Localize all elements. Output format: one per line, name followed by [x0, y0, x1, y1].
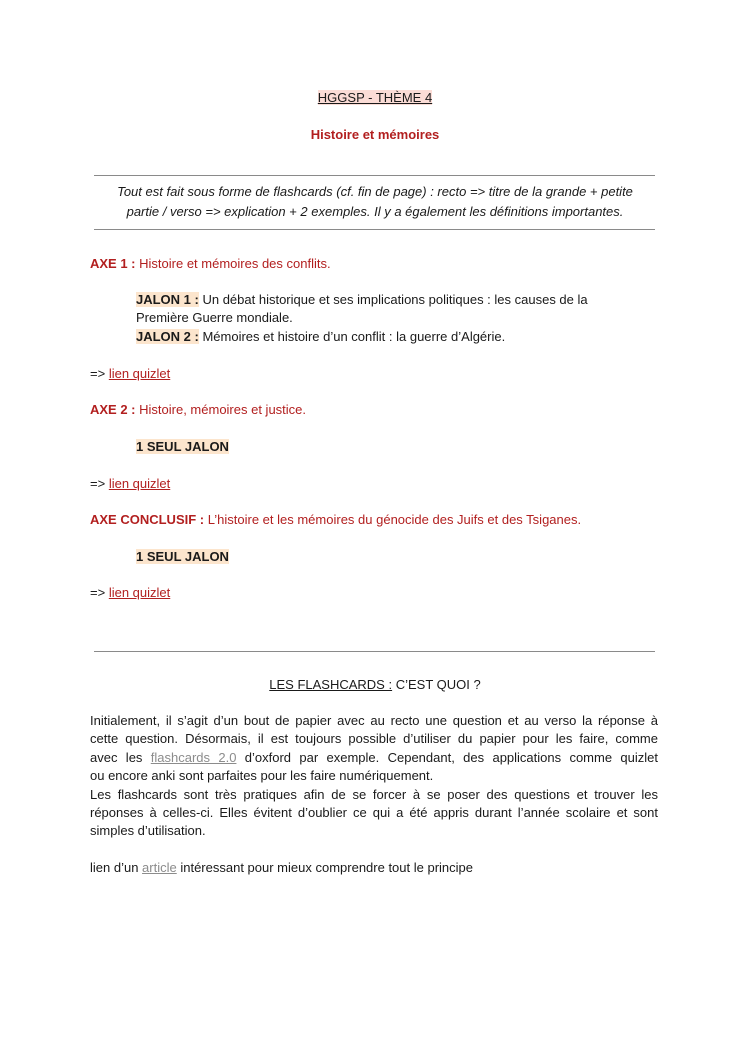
axe-2-single-jalon: 1 SEUL JALON: [136, 439, 229, 454]
axe-2-heading: [90, 401, 306, 419]
axe-conclusif-link-prefix: =>: [90, 585, 106, 600]
page-subtitle: Histoire et mémoires: [310, 127, 440, 142]
jalon-2-label: JALON 2 :: [136, 329, 199, 344]
article-line: [90, 859, 473, 877]
flashcards-p1-line-3-post: d’oxford par exemple. Cependant, des applications comme quizlet: [236, 749, 658, 765]
flashcards-heading-part-2: C’EST QUOI ?: [392, 677, 481, 692]
axe-conclusif-link-row: [90, 584, 170, 602]
flashcards-p2-line-1: Les flashcards sont très pratiques afin de se forcer à se poser des questions et trouver les: [90, 786, 658, 802]
flashcards-p2-line-3: simples d’utilisation.: [90, 823, 206, 839]
axe-1-link-prefix: =>: [90, 366, 106, 381]
intro-line-2: partie / verso => explication + 2 exemples. Il y a également les définitions importantes.: [126, 203, 624, 219]
axe-2-title: Histoire, mémoires et justice.: [139, 402, 307, 417]
flashcards-p1-line-1: Initialement, il s’agit d’un bout de papier avec au recto une question et au verso la réponse à: [90, 713, 658, 728]
flashcards-p1-line-3-pre: avec les: [90, 749, 151, 765]
axe-conclusif-label: AXE CONCLUSIF :: [90, 512, 205, 527]
flashcards-p1-line-2: cette question. Désormais, il est toujours possible d’utiliser du papier pour les faire, comme: [90, 731, 658, 747]
flashcards-2-0-link[interactable]: flashcards 2.0: [150, 749, 237, 765]
axe-2-jalon-row: [136, 438, 229, 456]
jalon-2: [136, 328, 505, 346]
jalon-1-text-line-2: Première Guerre mondiale.: [136, 310, 293, 325]
flashcards-paragraph-1: [90, 712, 658, 841]
axe-1-title: Histoire et mémoires des conflits.: [139, 256, 331, 271]
article-line-post: intéressant pour mieux comprendre tout le principe: [176, 860, 473, 875]
axe-1-label: AXE 1 :: [90, 256, 136, 271]
flashcards-heading: [0, 677, 750, 692]
page-title: HGGSP - THÈME 4: [317, 90, 433, 105]
axe-conclusif-quizlet-link[interactable]: lien quizlet: [108, 585, 171, 600]
article-line-pre: lien d’un: [90, 860, 143, 875]
axe-2-label: AXE 2 :: [90, 402, 136, 417]
flashcards-p1-line-3: [90, 749, 658, 767]
flashcards-heading-part-1: LES FLASHCARDS :: [269, 677, 393, 692]
axe-1-heading: [90, 255, 331, 273]
axe-conclusif-single-jalon: 1 SEUL JALON: [136, 549, 229, 564]
divider-intro-bottom: [94, 229, 655, 230]
jalon-2-text: Mémoires et histoire d’un conflit : la guerre d’Algérie.: [202, 329, 506, 344]
axe-conclusif-heading: [90, 511, 581, 529]
intro-block: [0, 182, 750, 221]
axe-conclusif-jalon-row: [136, 548, 229, 566]
divider-top: [94, 175, 655, 176]
axe-2-link-row: [90, 475, 170, 493]
jalon-1-text-line-1: Un débat historique et ses implications politiques : les causes de la: [202, 292, 588, 307]
axe-2-link-prefix: =>: [90, 476, 106, 491]
axe-1-link-row: [90, 365, 170, 383]
page-title-row: [0, 90, 750, 105]
flashcards-p2-line-2: réponses à celles-ci. Elles évitent d’oublier ce qui a été appris durant l’année scolaire et sont: [90, 805, 658, 821]
jalon-1-label: JALON 1 :: [136, 292, 199, 307]
axe-1-quizlet-link[interactable]: lien quizlet: [108, 366, 171, 381]
flashcards-p1-line-4: ou encore anki sont parfaites pour les faire numériquement.: [90, 768, 434, 784]
intro-line-1: Tout est fait sous forme de flashcards (cf. fin de page) : recto => titre de la grande + petite: [117, 184, 633, 199]
jalon-1: [136, 291, 588, 309]
divider-flashcards: [94, 651, 655, 652]
axe-2-quizlet-link[interactable]: lien quizlet: [108, 476, 171, 491]
axe-conclusif-title: L’histoire et les mémoires du génocide des Juifs et des Tsiganes.: [207, 512, 582, 527]
article-link[interactable]: article: [142, 860, 177, 875]
